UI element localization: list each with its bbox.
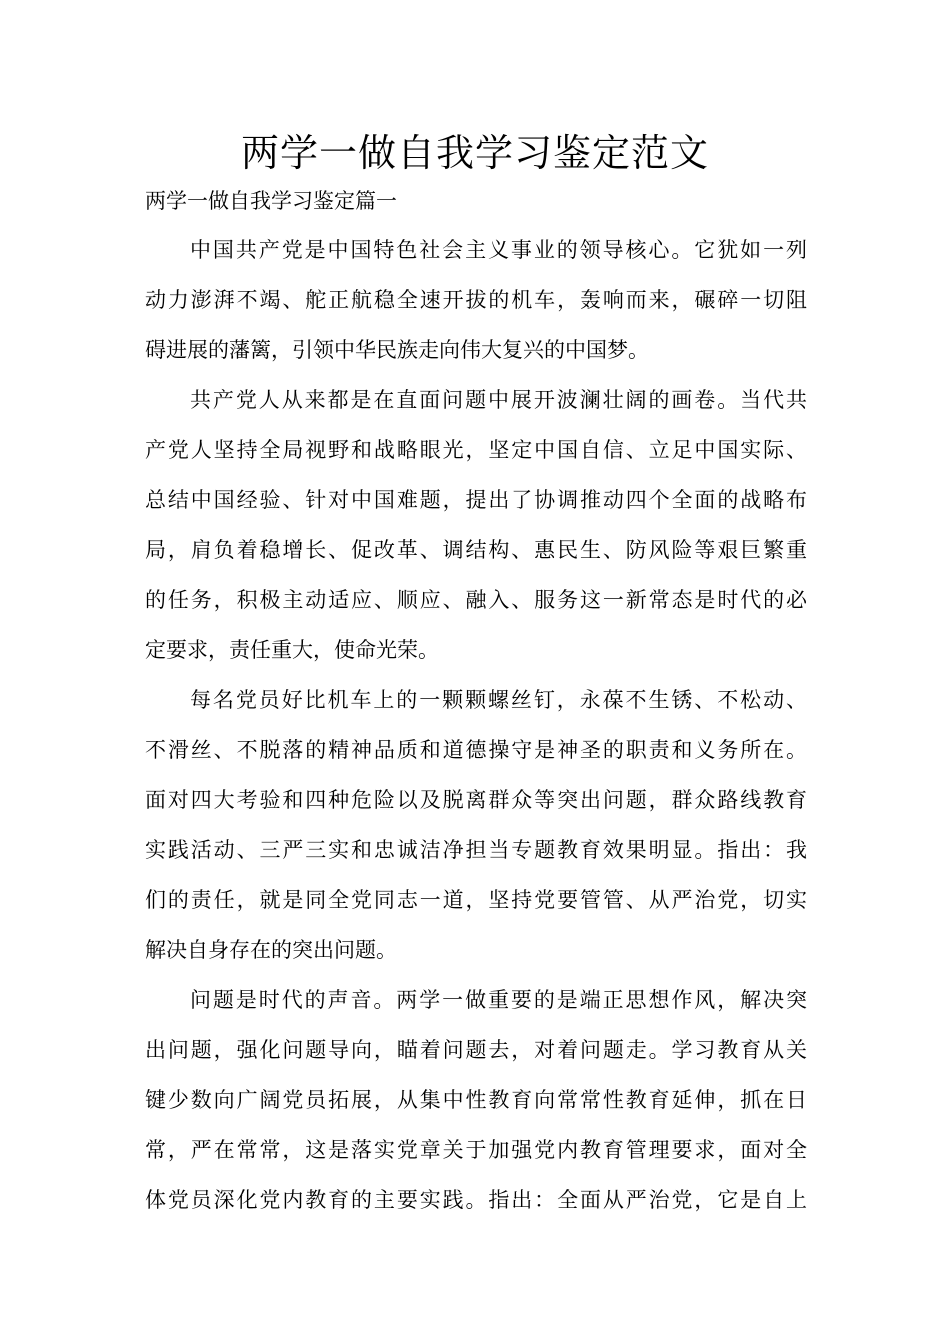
paragraph-line: 实践活动、三严三实和忠诚洁净担当专题教育效果明显。指出：我 (145, 838, 807, 862)
paragraph-line: 面对四大考验和四种危险以及脱离群众等突出问题，群众路线教育 (145, 788, 807, 812)
paragraph-line: 总结中国经验、针对中国难题，提出了协调推动四个全面的战略布 (145, 488, 807, 512)
paragraph-line: 动力澎湃不竭、舵正航稳全速开拔的机车，轰响而来，碾碎一切阻 (145, 288, 807, 312)
paragraph-line: 们的责任，就是同全党同志一道，坚持党要管管、从严治党，切实 (145, 888, 807, 912)
paragraph-line: 每名党员好比机车上的一颗颗螺丝钉，永葆不生锈、不松动、 (190, 688, 807, 712)
paragraph-line: 共产党人从来都是在直面问题中展开波澜壮阔的画卷。当代共 (190, 388, 807, 412)
paragraph-line: 键少数向广阔党员拓展，从集中性教育向常常性教育延伸，抓在日 (145, 1088, 807, 1112)
paragraph-line: 定要求，责任重大，使命光荣。 (145, 638, 439, 662)
paragraph-line: 常，严在常常，这是落实党章关于加强党内教育管理要求，面对全 (145, 1138, 807, 1162)
paragraph-line: 解决自身存在的突出问题。 (145, 938, 397, 962)
paragraph-line: 的任务，积极主动适应、顺应、融入、服务这一新常态是时代的必 (145, 588, 807, 612)
paragraph-line: 中国共产党是中国特色社会主义事业的领导核心。它犹如一列 (190, 238, 807, 262)
paragraph-line: 出问题，强化问题导向，瞄着问题去，对着问题走。学习教育从关 (145, 1038, 807, 1062)
paragraph-line: 体党员深化党内教育的主要实践。指出：全面从严治党，它是自上 (145, 1188, 807, 1212)
section-heading: 两学一做自我学习鉴定篇一 (145, 189, 397, 213)
paragraph-line: 问题是时代的声音。两学一做重要的是端正思想作风，解决突 (190, 988, 807, 1012)
paragraph-line: 碍进展的藩篱，引领中华民族走向伟大复兴的中国梦。 (145, 338, 649, 362)
paragraph-line: 产党人坚持全局视野和战略眼光，坚定中国自信、立足中国实际、 (145, 438, 807, 462)
document-title: 两学一做自我学习鉴定范文 (240, 131, 709, 175)
paragraph-line: 局，肩负着稳增长、促改革、调结构、惠民生、防风险等艰巨繁重 (145, 538, 807, 562)
paragraph-line: 不滑丝、不脱落的精神品质和道德操守是神圣的职责和义务所在。 (145, 738, 807, 762)
